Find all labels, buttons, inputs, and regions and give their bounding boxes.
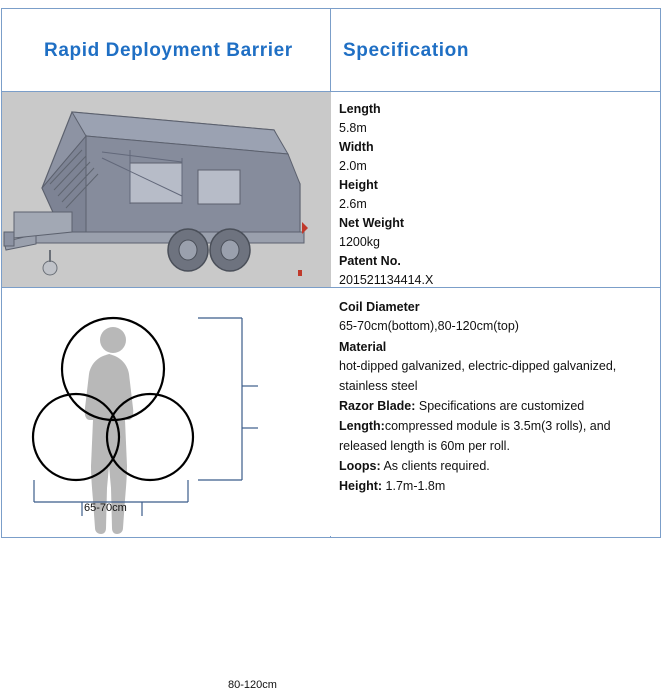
table-row bbox=[2, 288, 660, 691]
coil-diagram bbox=[2, 288, 330, 691]
list-item bbox=[339, 214, 660, 252]
spec-table bbox=[1, 8, 661, 691]
list-item bbox=[339, 252, 660, 290]
spec-label: Width bbox=[339, 140, 374, 154]
specification-list bbox=[331, 92, 660, 290]
list-item bbox=[339, 397, 646, 416]
header-cell-product bbox=[2, 9, 331, 92]
coil-label: Coil Diameter bbox=[339, 300, 420, 314]
list-item bbox=[339, 176, 660, 214]
header-cell-specification bbox=[331, 9, 660, 92]
list-item bbox=[339, 138, 660, 176]
list-item bbox=[339, 477, 646, 496]
height-dimension-label: 80-120cm bbox=[228, 679, 277, 691]
coil-diagram-cell bbox=[2, 288, 331, 691]
coil-value: 65-70cm(bottom),80-120cm(top) bbox=[339, 319, 519, 334]
width-dimension-label: 65-70cm bbox=[84, 502, 127, 514]
list-item bbox=[339, 338, 646, 396]
table-row bbox=[2, 92, 660, 288]
product-photo-cell bbox=[2, 92, 331, 288]
spec-value: 2.0m bbox=[339, 159, 367, 173]
spec-value: 2.6m bbox=[339, 197, 367, 211]
coil-value: compressed module is 3.5m(3 rolls), and released length is 60m per roll. bbox=[339, 419, 611, 453]
spec-label: Height bbox=[339, 178, 378, 192]
coil-label: Height: bbox=[339, 479, 383, 494]
coil-value: As clients required. bbox=[380, 459, 490, 473]
coil-detail-cell bbox=[331, 288, 660, 537]
spec-label: Net Weight bbox=[339, 216, 405, 230]
list-item bbox=[339, 457, 646, 476]
coil-label: Material bbox=[339, 339, 387, 354]
coil-value: hot-dipped galvanized, electric-dipped galvanized, stainless steel bbox=[339, 359, 617, 393]
spec-value: 201521134414.X bbox=[339, 273, 434, 287]
trailer-photo bbox=[2, 92, 330, 287]
coil-value: Specifications are customized bbox=[415, 398, 585, 413]
coil-label: Razor Blade: bbox=[339, 398, 416, 413]
specification-cell bbox=[331, 92, 660, 288]
coil-label: Loops: bbox=[339, 459, 381, 473]
coil-detail-list bbox=[331, 288, 660, 497]
page-title: Rapid Deployment Barrier bbox=[44, 40, 293, 61]
spec-value: 1200kg bbox=[339, 235, 381, 249]
list-item bbox=[339, 100, 660, 138]
table-header-row bbox=[2, 9, 660, 92]
list-item bbox=[339, 298, 646, 337]
spec-value: 5.8m bbox=[339, 121, 367, 135]
coil-value: 1.7m-1.8m bbox=[382, 479, 446, 494]
spec-label: Length bbox=[339, 102, 381, 116]
coil-label: Length: bbox=[339, 419, 385, 434]
spec-label: Patent No. bbox=[339, 254, 401, 268]
list-item bbox=[339, 417, 646, 456]
specification-title: Specification bbox=[343, 40, 470, 61]
